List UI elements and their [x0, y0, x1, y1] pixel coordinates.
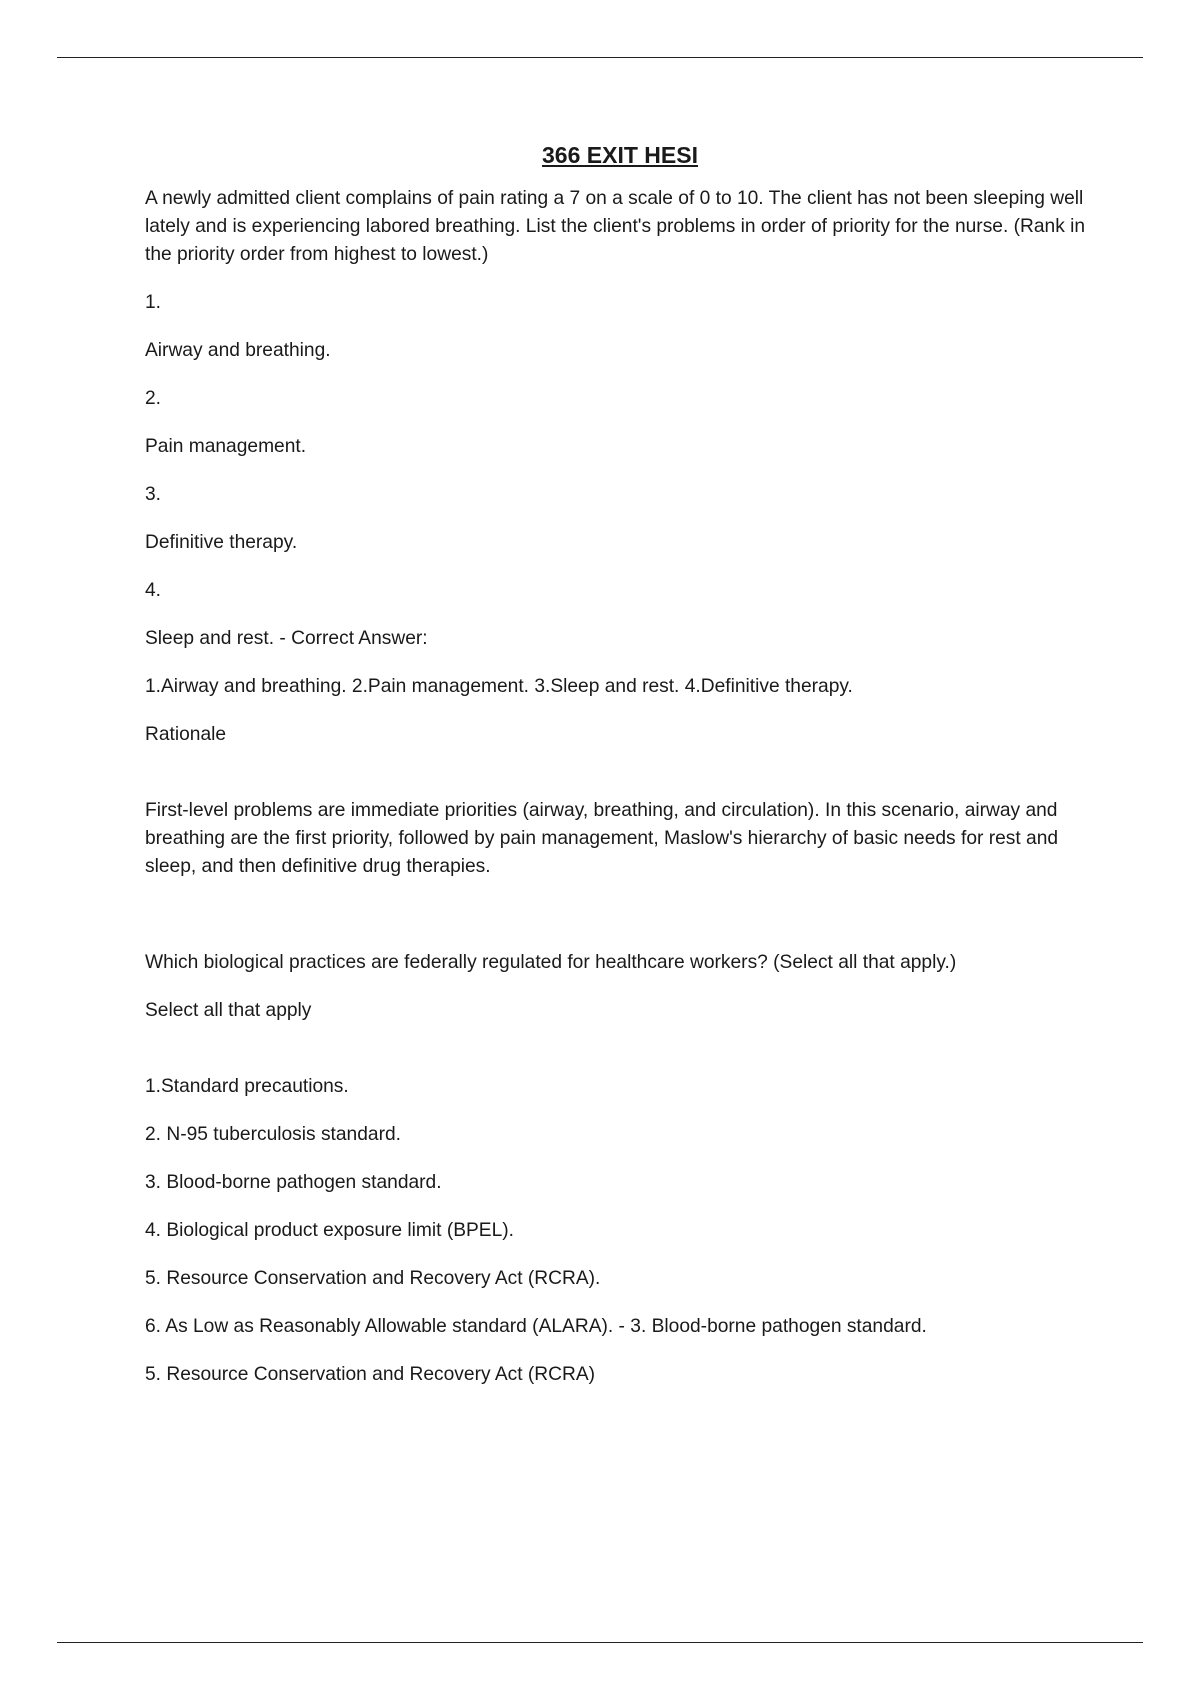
q2-option-4: 4. Biological product exposure limit (BPEL). — [145, 1220, 514, 1242]
q2-option-1: 1.Standard precautions. — [145, 1076, 349, 1098]
q1-rationale-label: Rationale — [145, 724, 227, 746]
question2-stem: Which biological practices are federally regulated for healthcare workers? (Select all that apply.) — [145, 952, 957, 974]
q1-item-number-2: 2. — [145, 388, 162, 410]
q1-item-number-3: 3. — [145, 484, 162, 506]
top-rule — [57, 57, 1143, 58]
q1-correct-answer: 1.Airway and breathing. 2.Pain management. 3.Sleep and rest. 4.Definitive therapy. — [145, 676, 853, 698]
q2-instruction: Select all that apply — [145, 1000, 312, 1022]
q2-answer-tail: 5. Resource Conservation and Recovery Act (RCRA) — [145, 1364, 596, 1386]
bottom-rule — [57, 1642, 1143, 1643]
q1-rationale-text: First-level problems are immediate priorities (airway, breathing, and circulation). In this scenario, airway and breathing are the first priority, followed by pain management, Maslow's hierarchy of basic needs for rest and sleep, and then definitive drug therapies. — [145, 800, 1059, 878]
q1-item-text-4: Sleep and rest. - Correct Answer: — [145, 628, 428, 650]
q1-item-number-4: 4. — [145, 580, 162, 602]
q1-item-text-3: Definitive therapy. — [145, 532, 298, 554]
q1-item-text-1: Airway and breathing. — [145, 340, 331, 362]
question1-stem: A newly admitted client complains of pain rating a 7 on a scale of 0 to 10. The client has not been sleeping well lately and is experiencing labored breathing. List the client's problems in order of priority for the nurse. (Rank in the priority order from highest to lowest.) — [145, 188, 1086, 266]
document-title: 366 EXIT HESI — [542, 142, 698, 168]
q2-option-3: 3. Blood-borne pathogen standard. — [145, 1172, 442, 1194]
q1-item-number-1: 1. — [145, 292, 162, 314]
q2-option-2: 2. N-95 tuberculosis standard. — [145, 1124, 401, 1146]
q1-item-text-2: Pain management. — [145, 436, 307, 458]
q2-option-6: 6. As Low as Reasonably Allowable standard (ALARA). - 3. Blood-borne pathogen standard. — [145, 1316, 927, 1338]
document-page — [145, 140, 1095, 1409]
q2-option-5: 5. Resource Conservation and Recovery Act (RCRA). — [145, 1268, 601, 1290]
